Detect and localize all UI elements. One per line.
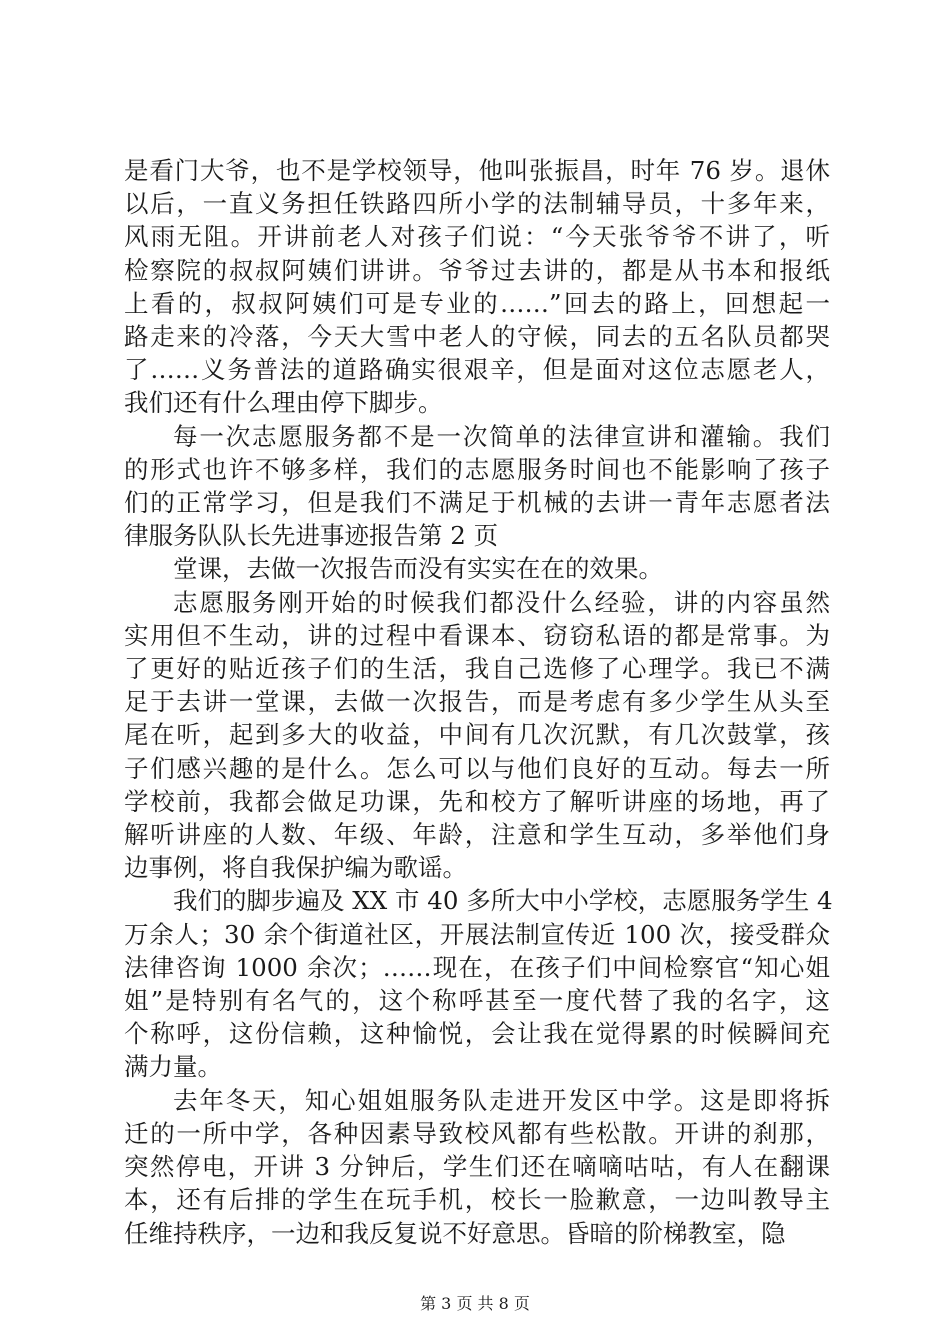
text-line: 解听讲座的人数、年级、年龄，注意和学生互动，多举他们身 xyxy=(124,820,830,850)
text-line: 是看门大爷，也不是学校领导，他叫张振昌，时年 76 岁。退休 xyxy=(124,156,830,185)
text-line: 边事例，将自我保护编为歌谣。 xyxy=(124,853,467,883)
text-line: 志愿服务刚开始的时候我们都没什么经验，讲的内容虽然 xyxy=(173,587,830,617)
text-line: 路走来的冷落，今天大雪中老人的守候，同去的五名队员都哭 xyxy=(124,322,830,352)
text-line: 子们感兴趣的是什么。怎么可以与他们良好的互动。每去一所 xyxy=(124,753,830,783)
text-line: 风雨无阻。开讲前老人对孩子们说：“今天张爷爷不讲了，听 xyxy=(124,222,830,252)
text-line: 万余人；30 余个街道社区，开展法制宣传近 100 次，接受群众 xyxy=(124,919,830,949)
text-line: 我们还有什么理由停下脚步。 xyxy=(124,388,443,418)
text-line: 尾在听，起到多大的收益，中间有几次沉默，有几次鼓掌，孩 xyxy=(124,720,830,750)
text-line: 学校前，我都会做足功课，先和校方了解听讲座的场地，再了 xyxy=(124,786,830,816)
text-line: 足于去讲一堂课，去做一次报告，而是考虑有多少学生从头至 xyxy=(124,687,830,717)
text-line: 们的正常学习，但是我们不满足于机械的去讲一青年志愿者法 xyxy=(124,488,830,518)
paragraph xyxy=(124,154,830,420)
text-line: 我们的脚步遍及 XX 市 40 多所大中小学校，志愿服务学生 4 xyxy=(173,886,833,916)
paragraph xyxy=(124,884,833,1083)
text-line: 满力量。 xyxy=(124,1052,222,1082)
text-line: 堂课，去做一次报告而没有实实在在的效果。 xyxy=(173,554,663,584)
text-line: 每一次志愿服务都不是一次简单的法律宣讲和灌输。我们 xyxy=(173,421,830,451)
paragraph xyxy=(124,420,830,553)
page-footer: 第 3 页 共 8 页 xyxy=(420,1294,530,1313)
text-line: 个称呼，这份信赖，这种愉悦，会让我在觉得累的时候瞬间充 xyxy=(124,1019,830,1049)
text-line: 的形式也许不够多样，我们的志愿服务时间也不能影响了孩子 xyxy=(124,454,830,484)
text-line: 姐”是特别有名气的，这个称呼甚至一度代替了我的名字，这 xyxy=(124,986,830,1016)
text-line: 突然停电，开讲 3 分钟后，学生们还在嘀嘀咕咕，有人在翻课 xyxy=(124,1152,830,1182)
paragraph xyxy=(124,552,830,585)
text-line: 任维持秩序，一边和我反复说不好意思。昏暗的阶梯教室，隐 xyxy=(124,1218,786,1248)
text-line: 迁的一所中学，各种因素导致校风都有些松散。开讲的刹那， xyxy=(124,1118,830,1148)
text-line: 律服务队队长先进事迹报告第 2 页 xyxy=(124,521,499,551)
text-line: 法律咨询 1000 余次；……现在，在孩子们中间检察官“知心姐 xyxy=(124,952,830,982)
text-line: 实用但不生动，讲的过程中看课本、窃窃私语的都是常事。为 xyxy=(124,620,830,650)
document-body xyxy=(124,154,833,1250)
text-line: 上看的，叔叔阿姨们可是专业的……”回去的路上，回想起一 xyxy=(124,288,830,318)
paragraph xyxy=(124,1084,830,1250)
text-line: 检察院的叔叔阿姨们讲讲。爷爷过去讲的，都是从书本和报纸 xyxy=(124,255,830,285)
text-line: 了更好的贴近孩子们的生活，我自己选修了心理学。我已不满 xyxy=(124,654,830,684)
text-line: 以后，一直义务担任铁路四所小学的法制辅导员，十多年来， xyxy=(124,189,830,219)
text-line: 本，还有后排的学生在玩手机，校长一脸歉意，一边叫教导主 xyxy=(124,1185,830,1215)
paragraph xyxy=(124,586,830,885)
text-line: 了……义务普法的道路确实很艰辛，但是面对这位志愿老人， xyxy=(124,355,830,385)
text-line: 去年冬天，知心姐姐服务队走进开发区中学。这是即将拆 xyxy=(173,1085,830,1115)
